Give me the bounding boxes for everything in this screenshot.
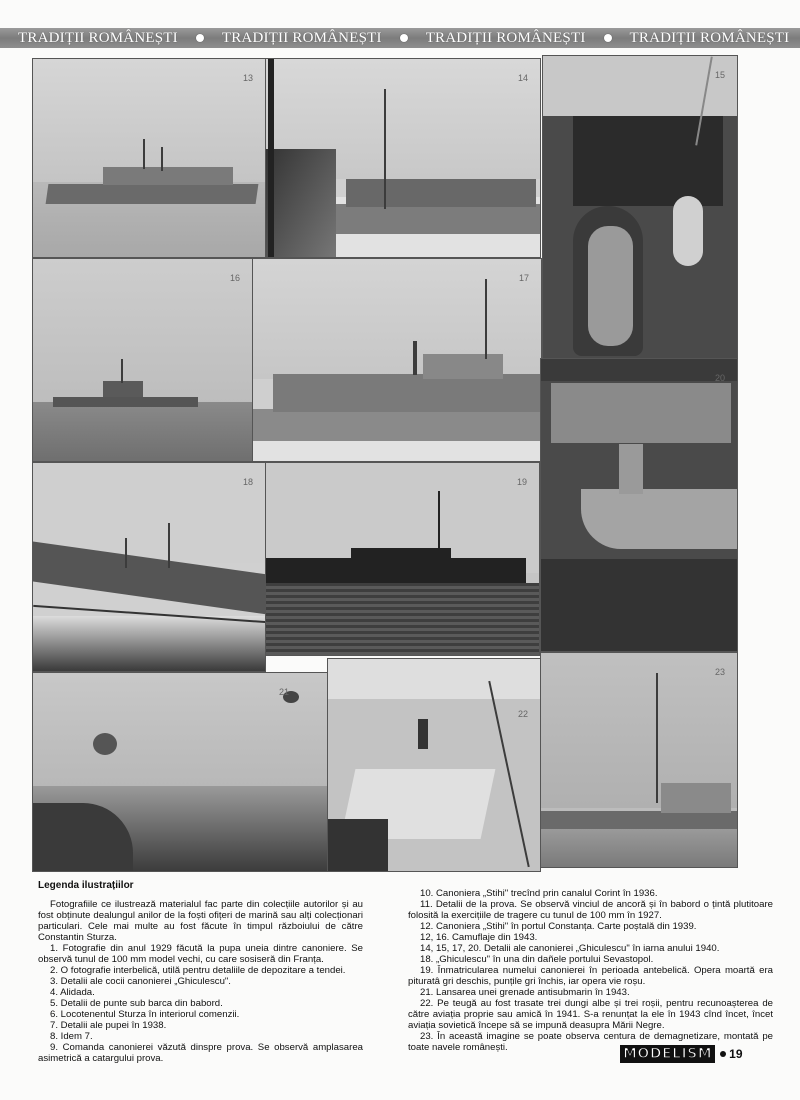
bullet-icon xyxy=(604,34,612,42)
banner-item xyxy=(0,30,204,47)
legend-item: 21. Lansarea unei grenade antisubmarin în 1943. xyxy=(420,987,630,998)
photo-14 xyxy=(265,58,541,258)
legend-item: 10. Canoniera „Stihi" trecînd prin canalul Corint în 1936. xyxy=(420,888,658,899)
photo-number: 13 xyxy=(242,73,253,83)
page-footer xyxy=(620,1045,743,1063)
banner-text: TRADIȚII ROMÂNEȘTI xyxy=(221,29,382,46)
photo-16 xyxy=(32,258,253,462)
photo-number: 21 xyxy=(278,687,289,697)
legend-item: 1. Fotografie din anul 1929 făcută la pupa uneia dintre canoniere. Se observă tunul de 100 mm model vechi, cu care sosiseră din Franța. xyxy=(38,943,363,965)
legend-item: 9. Comanda canonierei văzută dinspre prova. Se observă amplasarea asimetrică a catargului prova. xyxy=(38,1042,363,1064)
photo-17 xyxy=(252,258,542,462)
photo-18 xyxy=(32,462,266,672)
bullet-icon xyxy=(720,1051,726,1057)
photo-number: 23 xyxy=(714,667,725,677)
banner-text: TRADIȚII ROMÂNEȘTI xyxy=(18,29,178,46)
legend-item: 22. Pe teugă au fost trasate trei dungi albe și trei roșii, pentru recunoașterea de către aviația proprie sau amică în 1941. S-a renunțat la ele în 1943 cînd încet, încet aviația sovietică începe să se impună deasupra Mării Negre. xyxy=(408,998,773,1031)
legend-item: 12, 16. Camuflaje din 1943. xyxy=(420,932,538,943)
section-banner xyxy=(0,28,800,48)
photo-13 xyxy=(32,58,266,258)
legend-item: 23. În această imagine se poate observa centura de demagnetizare, montată pe toate navele românești. xyxy=(408,1031,773,1053)
banner-text: TRADIȚII ROMÂNEȘTI xyxy=(425,29,586,46)
photo-number: 15 xyxy=(714,70,725,80)
legend-item: 12. Canoniera „Stihi" în portul Constanța. Carte poștală din 1939. xyxy=(420,921,697,932)
photo-number: 20 xyxy=(714,373,725,383)
bullet-icon xyxy=(196,34,204,42)
page-number: 19 xyxy=(729,1047,743,1061)
banner-item xyxy=(612,30,800,47)
legend-item: 2. O fotografie interbelică, utilă pentru detaliile de depozitare a tendei. xyxy=(50,965,346,976)
photo-number: 16 xyxy=(229,273,240,283)
photo-number: 14 xyxy=(517,73,528,83)
banner-item xyxy=(408,30,612,47)
photo-15 xyxy=(542,55,738,359)
legend-item: 6. Locotenentul Sturza în interiorul comenzii. xyxy=(50,1009,240,1020)
photo-19 xyxy=(265,462,540,656)
photo-20 xyxy=(540,358,738,652)
bullet-icon xyxy=(400,34,408,42)
photo-number: 17 xyxy=(518,273,529,283)
photo-23 xyxy=(540,652,738,868)
legend-item: 4. Alidada. xyxy=(50,987,95,998)
photo-number: 22 xyxy=(517,709,528,719)
legend-right-column xyxy=(408,888,773,1053)
legend-item: 11. Detalii de la prova. Se observă vinciul de ancoră și în babord o țintă plutitoare folosită la exercițiile de tragere cu tunul de 100 mm în 1927. xyxy=(408,899,773,921)
banner-item xyxy=(204,30,408,47)
photo-21 xyxy=(32,672,328,872)
photo-22 xyxy=(327,658,541,872)
banner-text: TRADIȚII ROMÂNEȘTI xyxy=(629,29,790,46)
legend-item: 18. „Ghiculescu" în una din dañele portului Sevastopol. xyxy=(420,954,654,965)
legend-item: 3. Detalii ale cocii canonierei „Ghiculescu". xyxy=(50,976,231,987)
legend-item: 7. Detalii ale pupei în 1938. xyxy=(50,1020,167,1031)
legend-item: 19. Înmatricularea numelui canonierei în perioada antebelică. Opera moartă era pituratâ gri deschis, punțile gri închis, iar opera vie roșu. xyxy=(408,965,773,987)
legend-item: 5. Detalii de punte sub barca din babord. xyxy=(50,998,223,1009)
legend-title: Legenda ilustrațiilor xyxy=(38,880,134,891)
legend-item: 8. Idem 7. xyxy=(50,1031,93,1042)
photo-number: 18 xyxy=(242,477,253,487)
magazine-logo: MODELISM xyxy=(620,1045,715,1063)
photo-number: 19 xyxy=(516,477,527,487)
legend-left-column xyxy=(38,880,363,1064)
legend-intro: Fotografiile ce ilustrează materialul fac parte din colecțiile autorilor și au fost obținute dealungul anilor de la foști ofițeri de marină sau alți colecționari particulari. Cele mai multe au fost făcute în timpul războiului de către Constantin Sturza. xyxy=(38,899,363,943)
legend-item: 14, 15, 17, 20. Detalii ale canonierei „Ghiculescu" în iarna anului 1940. xyxy=(420,943,720,954)
